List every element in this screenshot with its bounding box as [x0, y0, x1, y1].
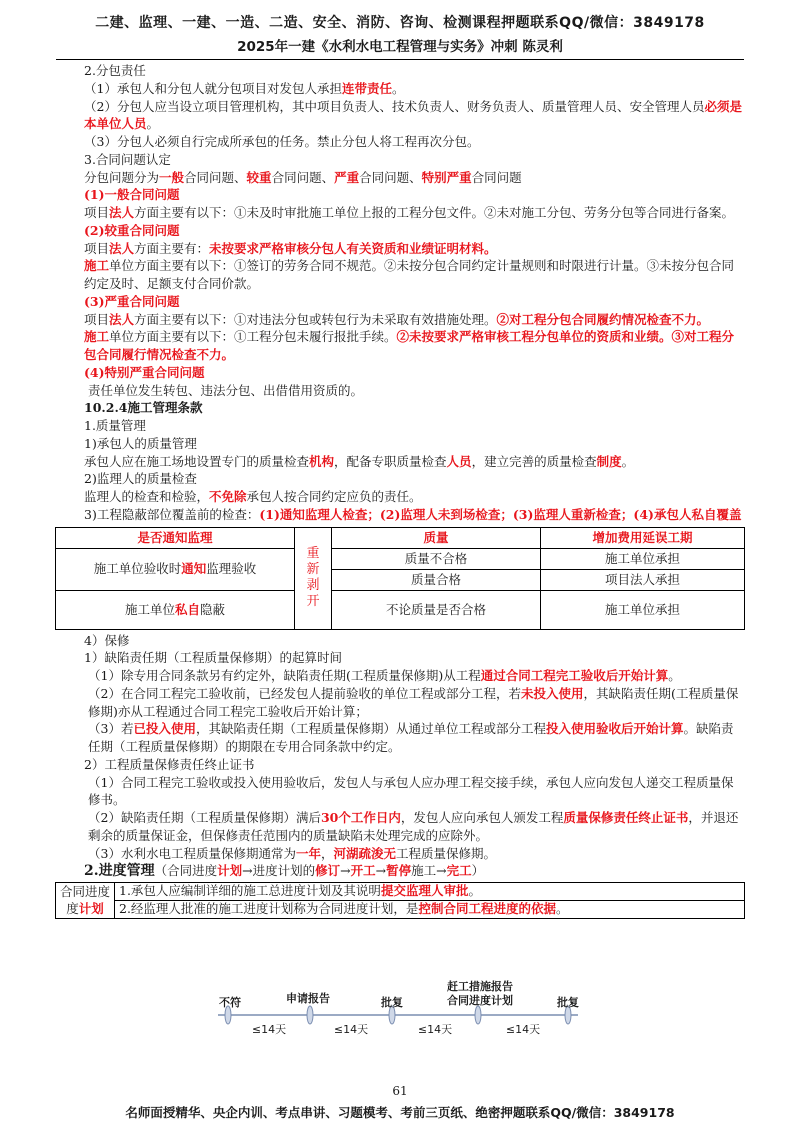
table-label-cell: 合同进度 度计划 — [56, 883, 115, 919]
footer-banner: 名师面授精华、央企内训、考点串讲、习题模考、考前三页纸、绝密押题联系QQ/微信：3849178 — [125, 1105, 675, 1120]
timeline-label: 不符 — [219, 996, 241, 1009]
table-cell: 施工单位私自隐蔽 — [56, 590, 295, 629]
paragraph: （1）除专用合同条款另有约定外，缺陷责任期(工程质量保修期)从工程通过合同工程完工验收后开始计算。 — [88, 668, 681, 683]
paragraph: （2）在合同工程完工验收前，已经发包人提前验收的单位工程或部分工程，若未投入使用，其缺陷责任期(工程质量保修期)亦从工程通过合同工程完工验收后开始计算； — [88, 685, 739, 719]
paragraph: 施工单位方面主要有以下：①签订的劳务合同不规范。②未按分包合同约定计量规则和时限进行计量。③未按分包合同约定及时、足额支付合同价款。 — [84, 258, 735, 291]
table-cell: 1.承包人应编制详细的施工总进度计划及其说明提交监理人审批。 — [115, 883, 745, 901]
paragraph: 施工单位方面主要有以下：①工程分包未履行报批手续。②未按要求严格审核工程分包单位的资质和业绩。③对工程分包合同履行情况检查不力。 — [84, 329, 735, 362]
table-row — [56, 590, 745, 629]
subheading: (4)特别严重合同问题 — [84, 364, 205, 380]
paragraph: 监理人的检查和检验，不免除承包人按合同约定应负的责任。 — [84, 489, 422, 504]
paragraph: （2）缺陷责任期（工程质量保修期）满后30个工作日内，发包人应向承包人颁发工程质量保修责任终止证书，并退还剩余的质量保证金，但保修责任范围内的质量缺陷未处理完成的应除外。 — [88, 810, 739, 843]
page-content — [58, 62, 744, 919]
page-number: 61 — [392, 1084, 408, 1098]
timeline-label: 合同进度计划 — [447, 994, 513, 1007]
paragraph: 承包人应在施工场地设置专门的质量检查机构，配备专职质量检查人员，建立完善的质量检查制度。 — [84, 453, 635, 469]
timeline-label: 申请报告 — [286, 992, 330, 1005]
subheading: (1)一般合同问题 — [84, 187, 180, 203]
inspection-table — [55, 527, 745, 630]
table-header-cell: 是否通知监理 — [56, 527, 295, 548]
table-cell: 施工单位承担 — [541, 590, 745, 629]
section-heading: 2.分包责任 — [84, 63, 146, 78]
subheading: 2)监理人的质量检查 — [84, 471, 197, 487]
timeline-duration: ≤14天 — [251, 1023, 287, 1036]
table-cell: 质量合格 — [332, 569, 541, 590]
section-heading: 10.2.4施工管理条款 — [84, 400, 203, 416]
paragraph: （2）分包人应当设立项目管理机构，其中项目负责人、技术负责人、财务负责人、质量管理人员、安全管理人员必须是本单位人员。 — [84, 98, 742, 132]
paragraph: （3）水利水电工程质量保修期通常为一年，河湖疏浚无工程质量保修期。 — [88, 845, 497, 861]
top-banner: 二建、监理、一建、一造、二造、安全、消防、咨询、检测课程押题联系QQ/微信：3849178 — [95, 15, 705, 31]
timeline-duration: ≤14天 — [333, 1023, 369, 1036]
timeline-duration: ≤14天 — [505, 1023, 541, 1036]
schedule-timeline — [0, 980, 800, 1040]
table-cell: 质量不合格 — [332, 548, 541, 569]
table-merged-cell: 重 新 剥 开 — [295, 527, 332, 629]
subheading: 1.质量管理 — [84, 418, 146, 433]
schedule-table — [55, 882, 745, 919]
table-row — [56, 901, 745, 919]
timeline-marker — [475, 1006, 481, 1024]
paragraph: 项目法人方面主要有：未按要求严格审核分包人有关资质和业绩证明材料。 — [84, 240, 497, 256]
subheading: 1)承包人的质量管理 — [84, 435, 197, 451]
table-header-cell: 质量 — [332, 527, 541, 548]
subheading: 2）工程质量保修责任终止证书 — [84, 756, 255, 772]
section-heading: 3.合同问题认定 — [84, 151, 171, 167]
paragraph: 分包问题分为一般合同问题、较重合同问题、严重合同问题、特别严重合同问题 — [84, 169, 522, 185]
subheading: (3)严重合同问题 — [84, 293, 180, 309]
table-row — [56, 548, 745, 569]
paragraph: 责任单位发生转包、违法分包、出借借用资质的。 — [88, 382, 364, 398]
table-cell: 项目法人承担 — [541, 569, 745, 590]
subheading: (2)较重合同问题 — [84, 222, 180, 238]
timeline-label: 赶工措施报告 — [447, 980, 513, 993]
table-cell: 施工单位承担 — [541, 548, 745, 569]
subheading: 1）缺陷责任期（工程质量保修期）的起算时间 — [84, 650, 342, 666]
page-title: 2025年一建《水利水电工程管理与实务》冲刺 陈灵利 — [237, 39, 563, 55]
table-row — [56, 883, 745, 901]
table-cell: 施工单位验收时通知监理验收 — [56, 548, 295, 590]
subheading: 4）保修 — [84, 632, 130, 648]
timeline-marker — [307, 1006, 313, 1024]
timeline-label: 批复 — [557, 996, 579, 1009]
timeline-label: 批复 — [381, 996, 403, 1009]
paragraph: （3）若已投入使用，其缺陷责任期（工程质量保修期）从通过单位工程或部分工程投入使用验收后开始计算。缺陷责任期（工程质量保修期）的期限在专用合同条款中约定。 — [88, 721, 734, 754]
table-row — [56, 527, 745, 548]
paragraph: 项目法人方面主要有以下：①未及时审批施工单位上报的工程分包文件。②未对施工分包、劳务分包等合同进行备案。 — [84, 205, 735, 220]
paragraph: （1）承包人和分包人就分包项目对发包人承担连带责任。 — [84, 80, 405, 96]
section-heading: 2.进度管理（合同进度计划→进度计划的修订→开工→暂停施工→完工） — [84, 863, 485, 880]
paragraph: 3)工程隐蔽部位覆盖前的检查：(1)通知监理人检查；(2)监理人未到场检查；(3)监理人重新检查；(4)承包人私自覆盖 — [84, 506, 742, 522]
paragraph: （3）分包人必须自行完成所承包的任务。禁止分包人将工程再次分包。 — [84, 134, 480, 149]
table-header-cell: 增加费用延误工期 — [541, 527, 745, 548]
paragraph: 项目法人方面主要有以下：①对违法分包或转包行为未采取有效措施处理。②对工程分包合同履约情况检查不力。 — [84, 311, 710, 327]
header-divider — [56, 59, 744, 60]
paragraph: （1）合同工程完工验收或投入使用验收后，发包人与承包人应办理工程交接手续，承包人应向发包人递交工程质量保修书。 — [88, 774, 734, 808]
table-cell: 不论质量是否合格 — [332, 590, 541, 629]
timeline-duration: ≤14天 — [417, 1023, 453, 1036]
table-cell: 2.经监理人批准的施工进度计划称为合同进度计划，是控制合同工程进度的依据。 — [115, 901, 745, 919]
